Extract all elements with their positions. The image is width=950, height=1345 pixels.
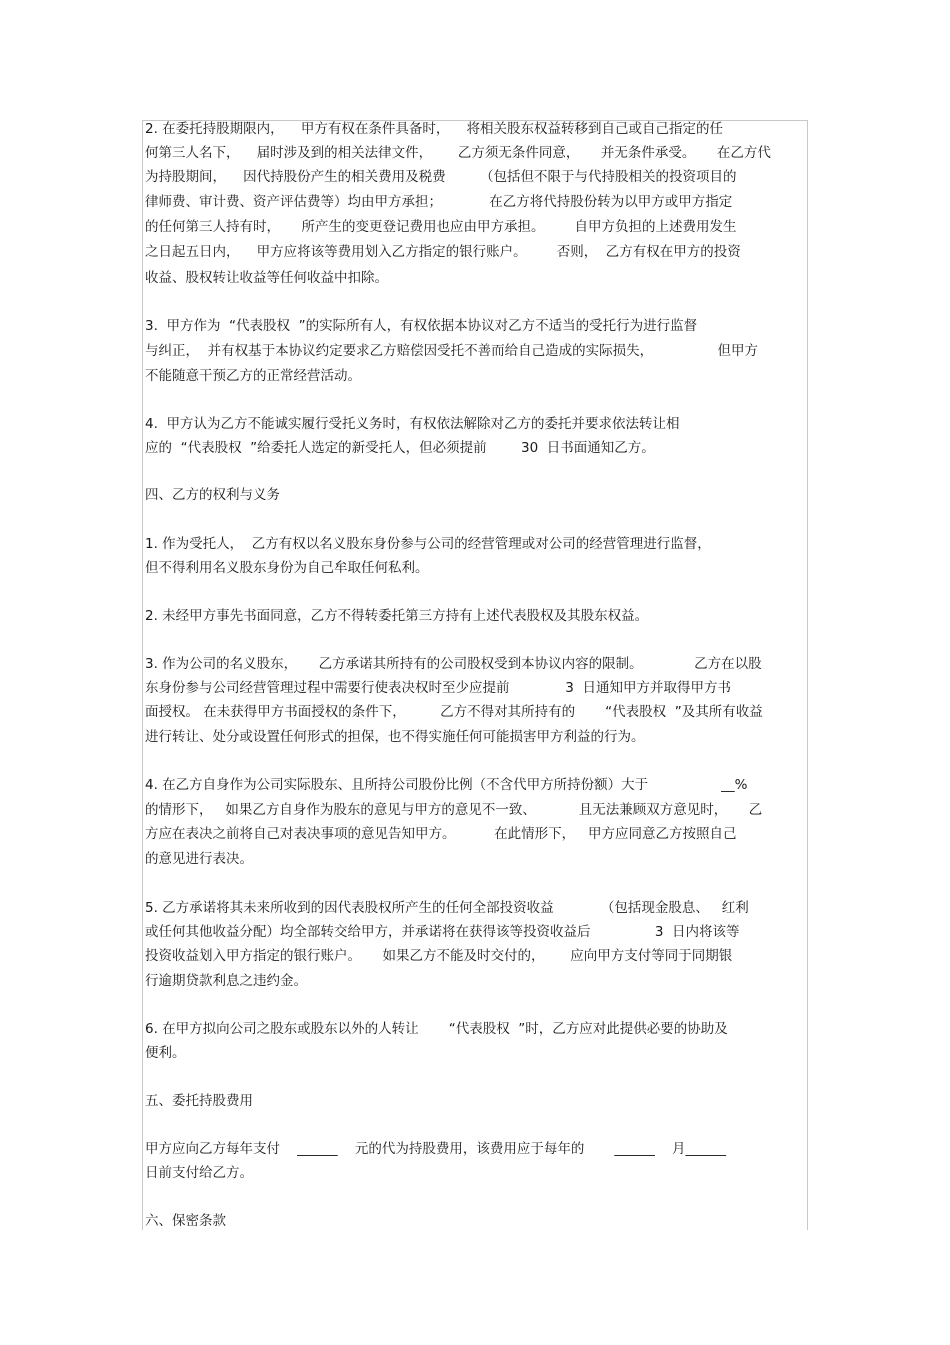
b-clause-6-line-1: 6. 在甲方拟向公司之股东或股东以外的人转让 “代表股权 ”时，乙方应对此提供必要的协助及 — [145, 1021, 728, 1037]
section-6-heading: 六、保密条款 — [145, 1213, 226, 1229]
clause-3-line-2: 与纠正， 并有权基于本协议约定要求乙方赔偿因受托不善而给自己造成的实际损失， 但甲方 — [145, 343, 758, 359]
b-clause-3-line-2: 东身份参与公司经营管理过程中需要行使表决权时至少应提前 3 日通知甲方并取得甲方书 — [145, 680, 731, 696]
b-clause-1-line-1: 1. 作为受托人， 乙方有权以名义股东身份参与公司的经营管理或对公司的经营管理进行监督， — [145, 536, 711, 552]
b-clause-1-line-2: 但不得利用名义股东身份为自己牟取任何私利。 — [145, 560, 429, 576]
b-clause-4-line-3: 方应在表决之前将自己对表决事项的意见告知甲方。 在此情形下， 甲方应同意乙方按照自己 — [145, 826, 737, 842]
b-clause-3-line-4: 进行转让、处分或设置任何形式的担保，也不得实施任何可能损害甲方利益的行为。 — [145, 729, 645, 745]
b-clause-2-line-1: 2. 未经甲方事先书面同意，乙方不得转委托第三方持有上述代表股权及其股东权益。 — [145, 608, 649, 624]
fee-clause-line-2: 日前支付给乙方。 — [145, 1165, 253, 1181]
clause-4-line-1: 4. 甲方认为乙方不能诚实履行受托义务时，有权依法解除对乙方的委托并要求依法转让相 — [145, 416, 680, 432]
clause-2-line-2: 何第三人名下， 届时涉及到的相关法律文件， 乙方须无条件同意， 并无条件承受。 在乙方代 — [145, 145, 771, 161]
clause-2-line-3: 为持股期间， 因代持股份产生的相关费用及税费 （包括但不限于与代持股相关的投资项目的 — [145, 169, 737, 185]
section-4-heading: 四、乙方的权利与义务 — [145, 487, 280, 503]
clause-2-line-4: 律师费、审计费、资产评估费等）均由甲方承担； 在乙方将代持股份转为以甲方或甲方指定 — [145, 194, 733, 210]
b-clause-4-line-4: 的意见进行表决。 — [145, 851, 253, 867]
b-clause-3-line-3: 面授权。 在未获得甲方书面授权的条件下， 乙方不得对其所持有的 “代表股权 ”及其所有收益 — [145, 704, 763, 720]
section-5-heading: 五、委托持股费用 — [145, 1093, 253, 1109]
clause-2-line-1: 2. 在委托持股期限内， 甲方有权在条件具备时， 将相关股东权益转移到自己或自己指定的任 — [145, 121, 724, 137]
b-clause-5-line-4: 行逾期贷款利息之违约金。 — [145, 973, 307, 989]
clause-3-line-1: 3. 甲方作为 “代表股权 ”的实际所有人，有权依据本协议对乙方不适当的受托行为进行监督 — [145, 318, 698, 334]
b-clause-5-line-2: 或任何其他收益分配）均全部转交给甲方，并承诺将在获得该等投资收益后 3 日内将该等 — [145, 924, 740, 940]
clause-2-line-6: 之日起五日内， 甲方应将该等费用划入乙方指定的银行账户。 否则， 乙方有权在甲方的投资 — [145, 244, 741, 260]
b-clause-4-line-2: 的情形下， 如果乙方自身作为股东的意见与甲方的意见不一致、 且无法兼顾双方意见时， 乙 — [145, 802, 763, 818]
clause-2-line-7: 收益、股权转让收益等任何收益中扣除。 — [145, 270, 388, 286]
clause-4-line-2: 应的 “代表股权 ”给委托人选定的新受托人，但必须提前 30 日书面通知乙方。 — [145, 440, 655, 456]
fee-clause-line-1: 甲方应向乙方每年支付 ______ 元的代为持股费用，该费用应于每年的 ______ 月______ — [145, 1141, 727, 1157]
b-clause-5-line-3: 投资收益划入甲方指定的银行账户。 如果乙方不能及时交付的， 应向甲方支付等同于同期银 — [145, 948, 733, 964]
b-clause-3-line-1: 3. 作为公司的名义股东， 乙方承诺其所持有的公司股权受到本协议内容的限制。 乙方在以股 — [145, 656, 762, 672]
clause-3-line-3: 不能随意干预乙方的正常经营活动。 — [145, 368, 361, 384]
b-clause-6-line-2: 便利。 — [145, 1045, 186, 1061]
page-frame-left-rule — [142, 120, 143, 1230]
b-clause-4-line-1: 4. 在乙方自身作为公司实际股东、且所持公司股份比例（不含代甲方所持份额）大于 __% — [145, 777, 748, 793]
clause-2-line-5: 的任何第三人持有时， 所产生的变更登记费用也应由甲方承担。 自甲方负担的上述费用发生 — [145, 219, 737, 235]
b-clause-5-line-1: 5. 乙方承诺将其未来所收到的因代表股权所产生的任何全部投资收益 （包括现金股息、 红利 — [145, 900, 749, 916]
